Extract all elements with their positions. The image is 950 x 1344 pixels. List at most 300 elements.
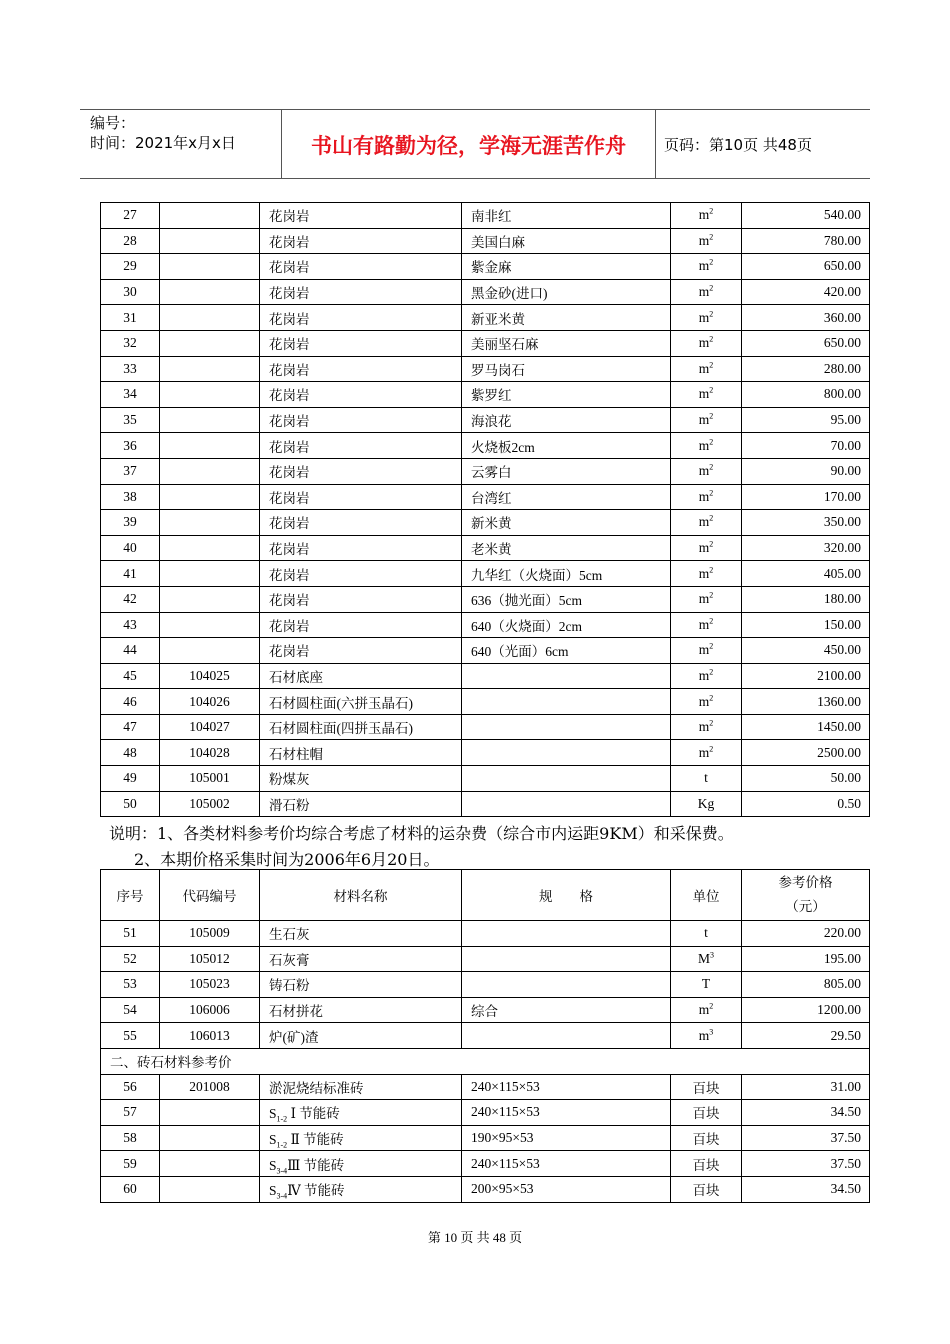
row-material-name: 花岗岩 <box>260 510 462 536</box>
row-material-name: 花岗岩 <box>260 203 462 229</box>
row-no: 30 <box>101 279 160 305</box>
row-spec: 海浪花 <box>462 407 671 433</box>
table-row <box>101 791 870 817</box>
row-code: 105009 <box>160 921 260 947</box>
unit-cell <box>671 254 742 280</box>
table-row <box>101 612 870 638</box>
row-spec: 云雾白 <box>462 458 671 484</box>
row-no: 47 <box>101 714 160 740</box>
row-price: 34.50 <box>742 1100 870 1126</box>
name-suffix: Ⅳ 节能砖 <box>287 1183 345 1199</box>
row-material-name <box>260 1074 462 1100</box>
row-price: 1450.00 <box>742 714 870 740</box>
unit-text: m <box>698 258 710 274</box>
unit-exponent: 2 <box>709 309 714 319</box>
row-price: 405.00 <box>742 561 870 587</box>
unit-text: m <box>698 1002 710 1018</box>
unit-text: m <box>698 642 710 658</box>
unit-exponent: 2 <box>709 590 714 600</box>
row-material-name: 花岗岩 <box>260 330 462 356</box>
row-spec: 美国白麻 <box>462 228 671 254</box>
unit-text: Kg <box>697 795 715 811</box>
row-material-name: 花岗岩 <box>260 586 462 612</box>
unit-exponent: 2 <box>709 1001 714 1011</box>
row-spec: 640（火烧面）2cm <box>462 612 671 638</box>
row-material-name: 花岗岩 <box>260 561 462 587</box>
unit-text: m <box>698 514 710 530</box>
unit-exponent: 2 <box>709 283 714 293</box>
row-spec: 190×95×53 <box>462 1125 671 1151</box>
name-subscript: 3-4 <box>276 1166 288 1176</box>
header-name: 材料名称 <box>260 870 462 921</box>
row-no: 28 <box>101 228 160 254</box>
unit-text: m <box>698 437 710 453</box>
row-price: 540.00 <box>742 203 870 229</box>
unit-exponent: 2 <box>709 641 714 651</box>
row-material-name: 花岗岩 <box>260 254 462 280</box>
table-row <box>101 946 870 972</box>
unit-text: m <box>698 488 710 504</box>
row-code <box>160 203 260 229</box>
table-row <box>101 510 870 536</box>
row-spec <box>462 1023 671 1049</box>
table-row <box>101 254 870 280</box>
row-material-name: 铸石粉 <box>260 972 462 998</box>
unit-exponent: 2 <box>709 462 714 472</box>
row-no: 51 <box>101 921 160 947</box>
table-row <box>101 1074 870 1100</box>
unit-exponent: 2 <box>709 360 714 370</box>
row-no: 48 <box>101 740 160 766</box>
table-row <box>101 1023 870 1049</box>
row-no: 29 <box>101 254 160 280</box>
row-code <box>160 382 260 408</box>
row-code <box>160 228 260 254</box>
row-unit: 百块 <box>671 1176 742 1202</box>
row-spec: 综合 <box>462 997 671 1023</box>
row-material-name: 粉煤灰 <box>260 766 462 792</box>
table-row <box>101 766 870 792</box>
unit-cell <box>671 586 742 612</box>
unit-cell <box>671 740 742 766</box>
table-row <box>101 433 870 459</box>
header-motto-cell <box>282 110 656 178</box>
unit-text: m <box>698 540 710 556</box>
row-spec: 240×115×53 <box>462 1074 671 1100</box>
row-material-name: 石材柱帽 <box>260 740 462 766</box>
unit-exponent: 2 <box>709 437 714 447</box>
table-row <box>101 356 870 382</box>
row-no: 56 <box>101 1074 160 1100</box>
row-price: 805.00 <box>742 972 870 998</box>
unit-text: m <box>698 744 710 760</box>
table-row <box>101 279 870 305</box>
row-material-name: 花岗岩 <box>260 305 462 331</box>
row-spec: 老米黄 <box>462 535 671 561</box>
row-unit: 百块 <box>671 1100 742 1126</box>
unit-cell <box>671 510 742 536</box>
table-row <box>101 972 870 998</box>
unit-text: m <box>698 616 710 632</box>
unit-exponent: 2 <box>709 539 714 549</box>
header-code: 代码编号 <box>160 870 260 921</box>
unit-cell <box>671 305 742 331</box>
table-row <box>101 1151 870 1177</box>
table-row <box>101 1125 870 1151</box>
table-header-row <box>101 870 870 921</box>
row-price: 37.50 <box>742 1151 870 1177</box>
header-price-line2: （元） <box>785 899 826 914</box>
unit-cell <box>671 972 742 998</box>
unit-cell <box>671 458 742 484</box>
row-spec <box>462 663 671 689</box>
row-unit: 百块 <box>671 1074 742 1100</box>
row-price: 780.00 <box>742 228 870 254</box>
unit-text: m <box>698 284 710 300</box>
unit-text: m <box>698 719 710 735</box>
unit-exponent: 2 <box>709 385 714 395</box>
row-no: 41 <box>101 561 160 587</box>
table-row <box>101 689 870 715</box>
unit-cell <box>671 638 742 664</box>
table-row <box>101 586 870 612</box>
unit-cell <box>671 921 742 947</box>
name-prefix: S <box>269 1106 277 1122</box>
row-price: 450.00 <box>742 638 870 664</box>
unit-text: m <box>698 309 710 325</box>
name-subscript: 1-2 <box>276 1115 288 1125</box>
page-label: 页码：第10页 共48页 <box>664 136 812 154</box>
row-code <box>160 254 260 280</box>
unit-cell <box>671 997 742 1023</box>
row-code: 105012 <box>160 946 260 972</box>
row-material-name <box>260 1100 462 1126</box>
table-row <box>101 382 870 408</box>
row-material-name <box>260 1125 462 1151</box>
unit-text: m <box>698 667 710 683</box>
table-row <box>101 484 870 510</box>
name-subscript: 1-2 <box>276 1140 288 1150</box>
unit-cell <box>671 203 742 229</box>
row-no: 42 <box>101 586 160 612</box>
unit-text: m <box>698 1027 710 1043</box>
name-suffix: Ⅰ 节能砖 <box>287 1106 340 1122</box>
row-code <box>160 1100 260 1126</box>
row-no: 59 <box>101 1151 160 1177</box>
row-spec: 200×95×53 <box>462 1176 671 1202</box>
unit-cell <box>671 561 742 587</box>
table-row <box>101 330 870 356</box>
row-price: 420.00 <box>742 279 870 305</box>
row-material-name: 花岗岩 <box>260 356 462 382</box>
row-no: 52 <box>101 946 160 972</box>
unit-exponent: 2 <box>709 693 714 703</box>
row-price: 1360.00 <box>742 689 870 715</box>
row-material-name: 石灰膏 <box>260 946 462 972</box>
row-material-name: 石材圆柱面(六拼玉晶石) <box>260 689 462 715</box>
unit-exponent: 2 <box>709 232 714 242</box>
row-code: 201008 <box>160 1074 260 1100</box>
row-material-name: 花岗岩 <box>260 612 462 638</box>
row-no: 37 <box>101 458 160 484</box>
row-price: 50.00 <box>742 766 870 792</box>
row-code <box>160 458 260 484</box>
unit-text: m <box>698 335 710 351</box>
section-title: 二、砖石材料参考价 <box>101 1048 870 1074</box>
row-material-name: 花岗岩 <box>260 228 462 254</box>
row-code <box>160 586 260 612</box>
name-suffix: Ⅱ 节能砖 <box>287 1132 344 1148</box>
row-price: 150.00 <box>742 612 870 638</box>
row-no: 39 <box>101 510 160 536</box>
table-row <box>101 1176 870 1202</box>
row-material-name: 花岗岩 <box>260 484 462 510</box>
row-no: 43 <box>101 612 160 638</box>
row-price: 280.00 <box>742 356 870 382</box>
row-price: 170.00 <box>742 484 870 510</box>
row-code: 104026 <box>160 689 260 715</box>
unit-cell <box>671 1023 742 1049</box>
row-spec <box>462 791 671 817</box>
price-table-2 <box>100 869 870 1203</box>
row-price: 195.00 <box>742 946 870 972</box>
price-table-1 <box>100 202 870 817</box>
row-code: 106006 <box>160 997 260 1023</box>
unit-text: m <box>698 360 710 376</box>
row-no: 31 <box>101 305 160 331</box>
row-material-name: 花岗岩 <box>260 433 462 459</box>
header-meta-cell <box>80 110 282 178</box>
row-no: 50 <box>101 791 160 817</box>
row-no: 33 <box>101 356 160 382</box>
unit-text: m <box>698 232 710 248</box>
row-no: 53 <box>101 972 160 998</box>
unit-cell <box>671 356 742 382</box>
unit-cell <box>671 330 742 356</box>
row-material-name: 石材圆柱面(四拼玉晶石) <box>260 714 462 740</box>
table-row <box>101 740 870 766</box>
unit-exponent: 2 <box>709 616 714 626</box>
row-price: 31.00 <box>742 1074 870 1100</box>
row-no: 60 <box>101 1176 160 1202</box>
row-price: 360.00 <box>742 305 870 331</box>
row-code <box>160 356 260 382</box>
row-spec: 636（抛光面）5cm <box>462 586 671 612</box>
unit-exponent: 3 <box>709 1027 714 1037</box>
row-code <box>160 1151 260 1177</box>
unit-cell <box>671 382 742 408</box>
header-no: 序号 <box>101 870 160 921</box>
row-spec: 火烧板2cm <box>462 433 671 459</box>
row-no: 35 <box>101 407 160 433</box>
row-spec <box>462 714 671 740</box>
unit-text: m <box>698 207 710 223</box>
row-no: 45 <box>101 663 160 689</box>
unit-cell <box>671 714 742 740</box>
unit-text: m <box>698 693 710 709</box>
unit-exponent: 2 <box>709 565 714 575</box>
row-material-name: 炉(矿)渣 <box>260 1023 462 1049</box>
row-spec: 台湾红 <box>462 484 671 510</box>
unit-cell <box>671 433 742 459</box>
header-page-cell <box>656 110 870 178</box>
table-row <box>101 203 870 229</box>
table-row <box>101 1100 870 1126</box>
page-footer: 第 10 页 共 48 页 <box>427 1230 523 1245</box>
table-row <box>101 535 870 561</box>
header-price <box>742 870 870 921</box>
row-material-name <box>260 1176 462 1202</box>
unit-exponent: 2 <box>709 334 714 344</box>
row-material-name: 石材底座 <box>260 663 462 689</box>
row-code: 106013 <box>160 1023 260 1049</box>
table-row <box>101 997 870 1023</box>
row-unit: 百块 <box>671 1125 742 1151</box>
unit-cell <box>671 766 742 792</box>
row-material-name: 石材拼花 <box>260 997 462 1023</box>
row-no: 46 <box>101 689 160 715</box>
unit-text: T <box>701 976 711 992</box>
unit-exponent: 3 <box>710 950 714 960</box>
unit-text: M <box>697 950 710 966</box>
unit-exponent: 2 <box>709 513 714 523</box>
unit-text: m <box>698 412 710 428</box>
row-price: 2100.00 <box>742 663 870 689</box>
row-code: 104028 <box>160 740 260 766</box>
table-row <box>101 714 870 740</box>
row-price: 2500.00 <box>742 740 870 766</box>
row-material-name: 花岗岩 <box>260 458 462 484</box>
name-subscript: 3-4 <box>276 1191 288 1201</box>
unit-exponent: 2 <box>709 744 714 754</box>
unit-exponent: 2 <box>709 257 714 267</box>
row-price: 29.50 <box>742 1023 870 1049</box>
row-code: 105023 <box>160 972 260 998</box>
row-price: 95.00 <box>742 407 870 433</box>
row-price: 180.00 <box>742 586 870 612</box>
unit-text: m <box>698 591 710 607</box>
table-row <box>101 458 870 484</box>
row-no: 49 <box>101 766 160 792</box>
row-code <box>160 510 260 536</box>
row-code <box>160 638 260 664</box>
unit-exponent: 2 <box>709 411 714 421</box>
row-price: 220.00 <box>742 921 870 947</box>
row-no: 55 <box>101 1023 160 1049</box>
row-spec: 罗马岗石 <box>462 356 671 382</box>
row-spec: 新米黄 <box>462 510 671 536</box>
unit-text: t <box>704 925 708 941</box>
row-spec <box>462 946 671 972</box>
table-row <box>101 561 870 587</box>
motto: 书山有路勤为径，学海无涯苦作舟 <box>311 134 626 158</box>
row-spec <box>462 766 671 792</box>
row-code <box>160 433 260 459</box>
row-spec: 九华红（火烧面）5cm <box>462 561 671 587</box>
row-material-name: 花岗岩 <box>260 535 462 561</box>
table-row <box>101 228 870 254</box>
row-material-name: 花岗岩 <box>260 382 462 408</box>
row-price: 90.00 <box>742 458 870 484</box>
unit-text: m <box>698 386 710 402</box>
row-spec: 南非红 <box>462 203 671 229</box>
row-price: 70.00 <box>742 433 870 459</box>
row-no: 32 <box>101 330 160 356</box>
row-code <box>160 561 260 587</box>
note-line-2: 2、本期价格采集时间为2006年6月20日。 <box>134 850 440 869</box>
row-spec <box>462 921 671 947</box>
row-code <box>160 612 260 638</box>
row-material-name: 滑石粉 <box>260 791 462 817</box>
row-price: 320.00 <box>742 535 870 561</box>
row-code: 104025 <box>160 663 260 689</box>
name-prefix: 淤泥烧结标准砖 <box>269 1080 364 1096</box>
name-suffix: Ⅲ 节能砖 <box>287 1157 345 1173</box>
unit-exponent: 2 <box>709 718 714 728</box>
row-price: 37.50 <box>742 1125 870 1151</box>
row-spec <box>462 689 671 715</box>
unit-exponent: 2 <box>709 488 714 498</box>
header-price-line1: 参考价格 <box>778 875 833 890</box>
unit-cell <box>671 612 742 638</box>
unit-cell <box>671 407 742 433</box>
table-row <box>101 663 870 689</box>
name-prefix: S <box>269 1157 277 1173</box>
unit-cell <box>671 663 742 689</box>
row-code <box>160 305 260 331</box>
row-price: 650.00 <box>742 254 870 280</box>
row-spec <box>462 972 671 998</box>
name-prefix: S <box>269 1132 277 1148</box>
row-no: 36 <box>101 433 160 459</box>
row-material-name: 生石灰 <box>260 921 462 947</box>
unit-cell <box>671 946 742 972</box>
row-code <box>160 330 260 356</box>
unit-exponent: 2 <box>709 206 714 216</box>
row-unit: 百块 <box>671 1151 742 1177</box>
row-no: 27 <box>101 203 160 229</box>
row-price: 800.00 <box>742 382 870 408</box>
note-line-1: 说明：1、各类材料参考价均综合考虑了材料的运杂费（综合市内运距9KM）和采保费。 <box>109 824 734 843</box>
row-code: 105002 <box>160 791 260 817</box>
unit-cell <box>671 791 742 817</box>
header-spec: 规 格 <box>462 870 671 921</box>
unit-cell <box>671 689 742 715</box>
unit-cell <box>671 228 742 254</box>
row-price: 1200.00 <box>742 997 870 1023</box>
row-spec: 新亚米黄 <box>462 305 671 331</box>
time-label: 时间：2021年x月x日 <box>90 134 236 152</box>
name-prefix: S <box>269 1183 277 1199</box>
unit-text: t <box>704 770 708 786</box>
unit-cell <box>671 535 742 561</box>
row-spec: 240×115×53 <box>462 1100 671 1126</box>
table-row <box>101 407 870 433</box>
row-code <box>160 407 260 433</box>
row-no: 38 <box>101 484 160 510</box>
row-no: 34 <box>101 382 160 408</box>
row-code: 105001 <box>160 766 260 792</box>
table-row <box>101 921 870 947</box>
row-price: 650.00 <box>742 330 870 356</box>
row-spec: 240×115×53 <box>462 1151 671 1177</box>
row-spec <box>462 740 671 766</box>
row-price: 0.50 <box>742 791 870 817</box>
unit-text: m <box>698 565 710 581</box>
unit-cell <box>671 484 742 510</box>
row-material-name: 花岗岩 <box>260 638 462 664</box>
page-header <box>80 109 870 179</box>
